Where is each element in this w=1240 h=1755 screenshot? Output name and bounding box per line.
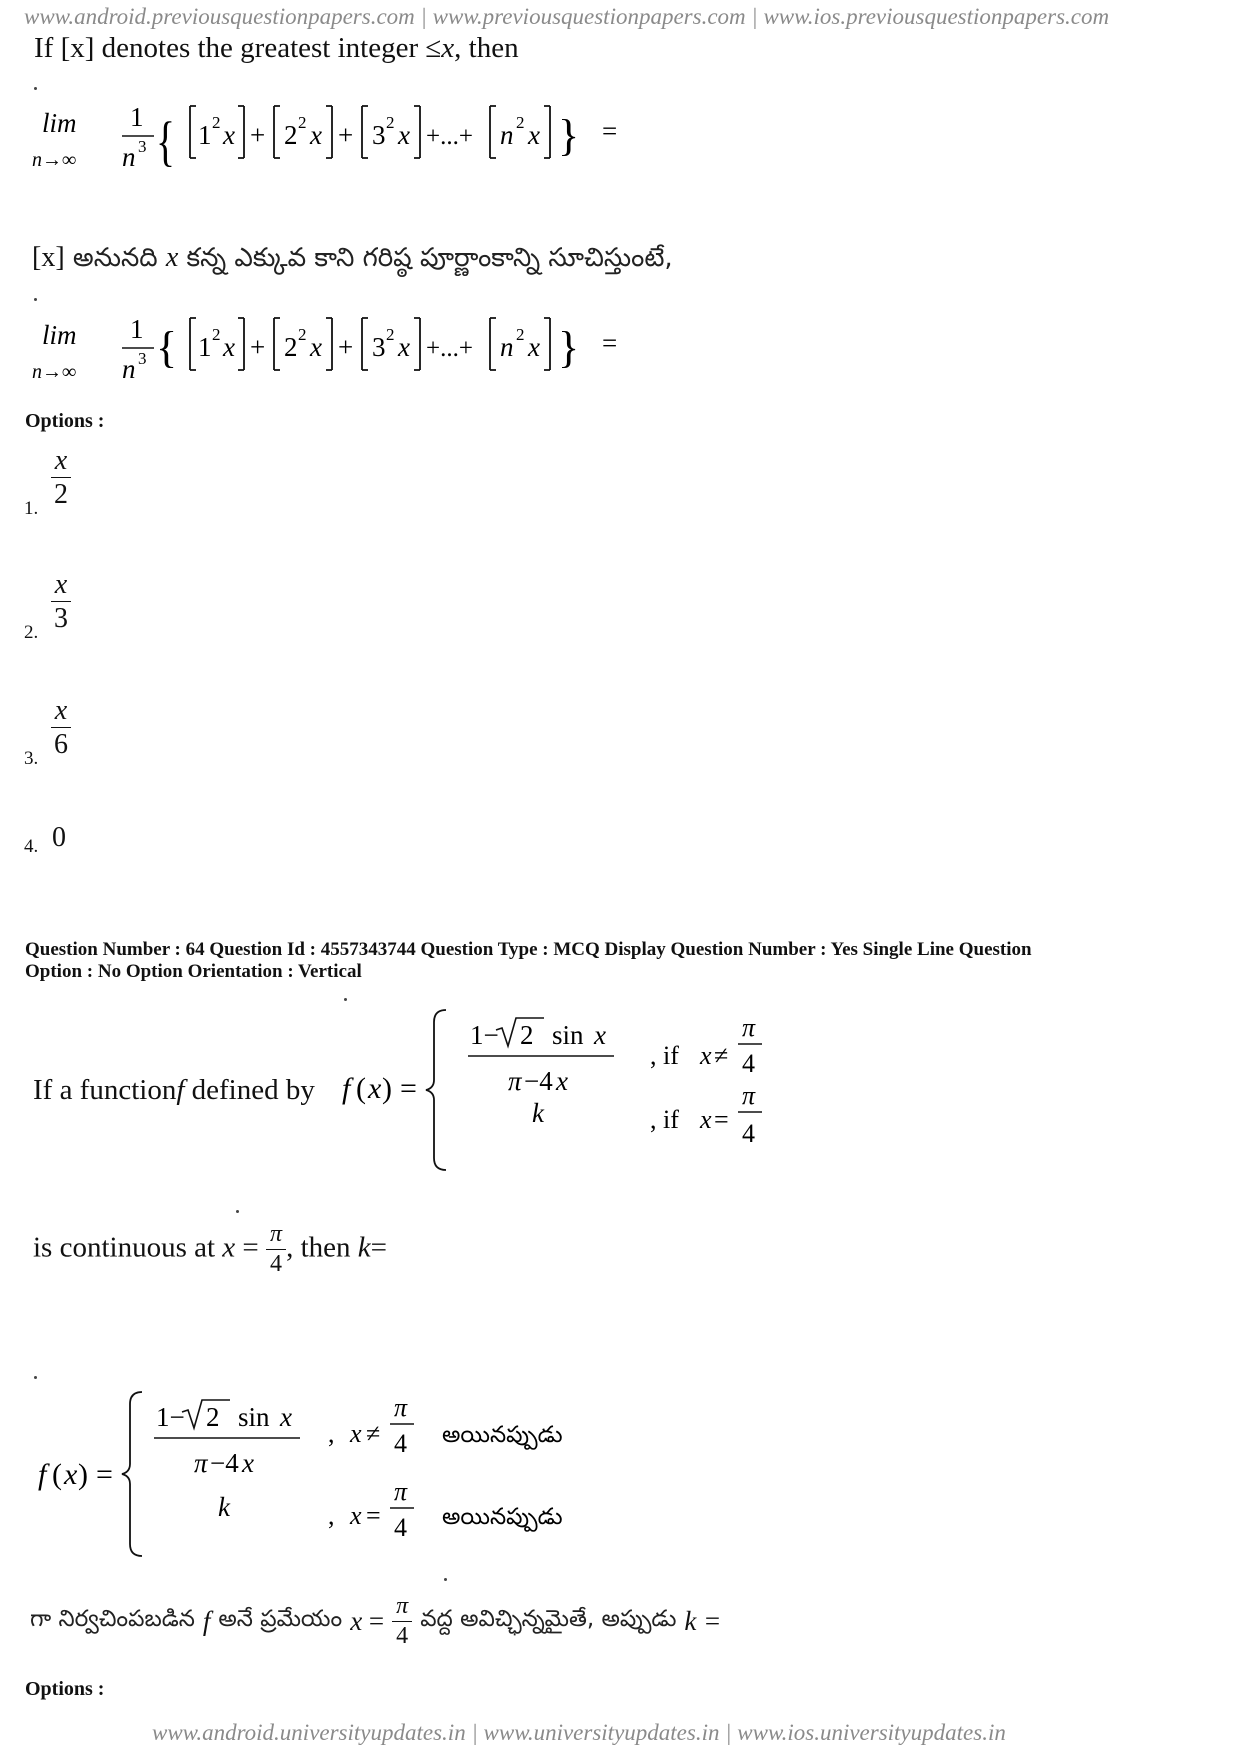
svg-text:,: ,: [328, 1501, 335, 1530]
svg-text:{: {: [156, 111, 176, 173]
svg-text:x: x: [350, 1419, 362, 1448]
svg-text:n→∞: n→∞: [32, 361, 77, 383]
svg-text:2: 2: [298, 325, 307, 344]
svg-text:x: x: [398, 332, 410, 362]
option-fraction: $\frac{x}{3}$: [50, 570, 72, 634]
svg-text:π: π: [394, 1477, 408, 1506]
q63-limit-expression-en: [30, 88, 650, 178]
svg-text:x: x: [280, 1402, 292, 1432]
option-number: 4.: [24, 836, 39, 857]
svg-text:, if: , if: [650, 1041, 679, 1070]
svg-text:x: x: [64, 1458, 78, 1491]
q64-meta: Question Number : 64 Question Id : 4557343744 Question Type : MCQ Display Question Number : Yes Single Line Question Option : No Option Orientation : Vertical: [25, 939, 1032, 982]
footer-watermark: www.android.universityupdates.in | www.universityupdates.in | www.ios.universityupdates.in: [152, 1720, 1006, 1745]
limit-sub: n→∞: [32, 149, 77, 171]
svg-text:x: x: [594, 1020, 606, 1050]
q64-english-intro: If a functionf defined by: [33, 1074, 315, 1106]
option-fraction: $\frac{x}{2}$: [50, 446, 72, 510]
svg-text:{: {: [156, 323, 178, 372]
svg-text:+: +: [250, 120, 266, 150]
q63-option-1[interactable]: [24, 446, 144, 520]
svg-text:=: =: [400, 1072, 417, 1105]
svg-text:}: }: [558, 111, 580, 160]
svg-text:3: 3: [372, 120, 386, 150]
svg-text:2: 2: [298, 113, 307, 132]
svg-text:≠: ≠: [714, 1041, 729, 1070]
svg-text:f: f: [38, 1458, 47, 1491]
svg-text:x: x: [528, 332, 540, 362]
svg-text:x: x: [700, 1041, 712, 1070]
svg-text:2: 2: [212, 325, 221, 344]
svg-text:n: n: [500, 332, 514, 362]
svg-text:n: n: [500, 120, 514, 150]
svg-text:(: (: [356, 1072, 366, 1105]
svg-text:n: n: [122, 354, 136, 384]
svg-text:k: k: [218, 1492, 230, 1522]
svg-text:+...+: +...+: [426, 335, 473, 362]
q63-option-3[interactable]: [24, 696, 144, 770]
svg-text:n: n: [122, 142, 136, 172]
svg-text:=: =: [602, 116, 618, 146]
svg-text:π: π: [394, 1393, 408, 1422]
svg-text:x: x: [223, 332, 235, 362]
svg-text:}: }: [558, 323, 580, 372]
q63-option-2[interactable]: [24, 570, 144, 644]
svg-text:): ): [382, 1072, 392, 1105]
q64-piecewise-te: [30, 1384, 630, 1560]
q63-limit-expression-te: [30, 300, 650, 390]
svg-text:−4: −4: [210, 1448, 239, 1478]
svg-text:+: +: [250, 332, 266, 362]
svg-text:lim: lim: [42, 320, 77, 350]
svg-text:sin: sin: [238, 1402, 270, 1432]
svg-text:2: 2: [386, 113, 395, 132]
svg-text:3: 3: [138, 349, 147, 368]
svg-text:k: k: [532, 1098, 544, 1128]
q64-piecewise-en: [338, 1000, 778, 1176]
svg-text:−4: −4: [524, 1066, 553, 1096]
q63-option-4[interactable]: [24, 822, 144, 862]
svg-text:,: ,: [328, 1419, 335, 1448]
svg-text:x: x: [310, 120, 322, 150]
header-watermark: www.android.previousquestionpapers.com | www.previousquestionpapers.com | www.ios.previousquestionpapers.com: [24, 4, 1110, 29]
svg-text:2: 2: [284, 120, 298, 150]
svg-text:x: x: [350, 1501, 362, 1530]
svg-text:x: x: [223, 120, 235, 150]
svg-text:π: π: [742, 1081, 756, 1110]
option-number: 3.: [24, 748, 39, 769]
svg-text:(: (: [52, 1458, 62, 1491]
svg-text:=: =: [714, 1105, 729, 1134]
svg-text:అయినప్పుడు: అయినప్పుడు: [442, 1504, 563, 1529]
svg-text:x: x: [242, 1448, 254, 1478]
option-fraction: $\frac{x}{6}$: [50, 696, 72, 760]
q64-options-label: Options :: [25, 1678, 105, 1700]
svg-text:π: π: [508, 1066, 522, 1096]
svg-text:1: 1: [130, 314, 144, 344]
svg-text:, if: , if: [650, 1105, 679, 1134]
svg-text:): ): [78, 1458, 88, 1491]
svg-text:+: +: [338, 332, 354, 362]
q64-telugu-line: గా నిర్వచింపబడిన f అనే ప్రమేయం x = $\frac{\pi}{4}$ వద్ద అవిచ్ఛిన్నమైతే, అప్పుడు k =: [30, 1593, 722, 1650]
option-number: 1.: [24, 498, 39, 519]
option-value: 0: [52, 822, 66, 853]
q63-telugu-intro: [x] అనునది x కన్న ఎక్కువ కాని గరిష్ఠ పూర్ణాంకాన్ని సూచిస్తుంటే,: [32, 242, 673, 273]
svg-text:2: 2: [206, 1402, 220, 1432]
svg-text:sin: sin: [552, 1020, 584, 1050]
svg-text:2: 2: [212, 113, 221, 132]
svg-text:2: 2: [516, 325, 525, 344]
svg-text:+...+: +...+: [426, 123, 473, 150]
svg-text:3: 3: [372, 332, 386, 362]
svg-text:1−: 1−: [470, 1020, 499, 1050]
q63-options-label: Options :: [25, 410, 105, 432]
svg-text:1: 1: [198, 120, 212, 150]
svg-text:4: 4: [742, 1119, 755, 1148]
q63-english-intro: If [x] denotes the greatest integer ≤x, then: [34, 32, 519, 64]
svg-text:=: =: [96, 1458, 113, 1491]
svg-text:2: 2: [520, 1020, 534, 1050]
svg-text:x: x: [398, 120, 410, 150]
svg-text:=: =: [602, 328, 618, 358]
svg-text:4: 4: [394, 1429, 407, 1458]
svg-text:అయినప్పుడు: అయినప్పుడు: [442, 1422, 563, 1447]
svg-text:2: 2: [516, 113, 525, 132]
limit-word: lim: [42, 108, 77, 138]
svg-text:4: 4: [742, 1049, 755, 1078]
svg-text:x: x: [368, 1072, 382, 1105]
svg-text:2: 2: [386, 325, 395, 344]
svg-text:1: 1: [198, 332, 212, 362]
svg-text:=: =: [366, 1501, 381, 1530]
q64-continuity-line: is continuous at x = $\frac{\pi}{4}$ , then k=: [33, 1221, 387, 1278]
svg-text:3: 3: [138, 137, 147, 156]
svg-text:x: x: [310, 332, 322, 362]
svg-text:x: x: [528, 120, 540, 150]
svg-text:x: x: [556, 1066, 568, 1096]
svg-text:+: +: [338, 120, 354, 150]
svg-text:2: 2: [284, 332, 298, 362]
svg-text:π: π: [742, 1013, 756, 1042]
option-number: 2.: [24, 622, 39, 643]
svg-text:4: 4: [394, 1513, 407, 1542]
svg-text:π: π: [194, 1448, 208, 1478]
svg-text:≠: ≠: [366, 1419, 381, 1448]
svg-text:1: 1: [130, 102, 144, 132]
svg-text:f: f: [342, 1072, 351, 1105]
svg-text:1−: 1−: [156, 1402, 185, 1432]
svg-text:x: x: [700, 1105, 712, 1134]
